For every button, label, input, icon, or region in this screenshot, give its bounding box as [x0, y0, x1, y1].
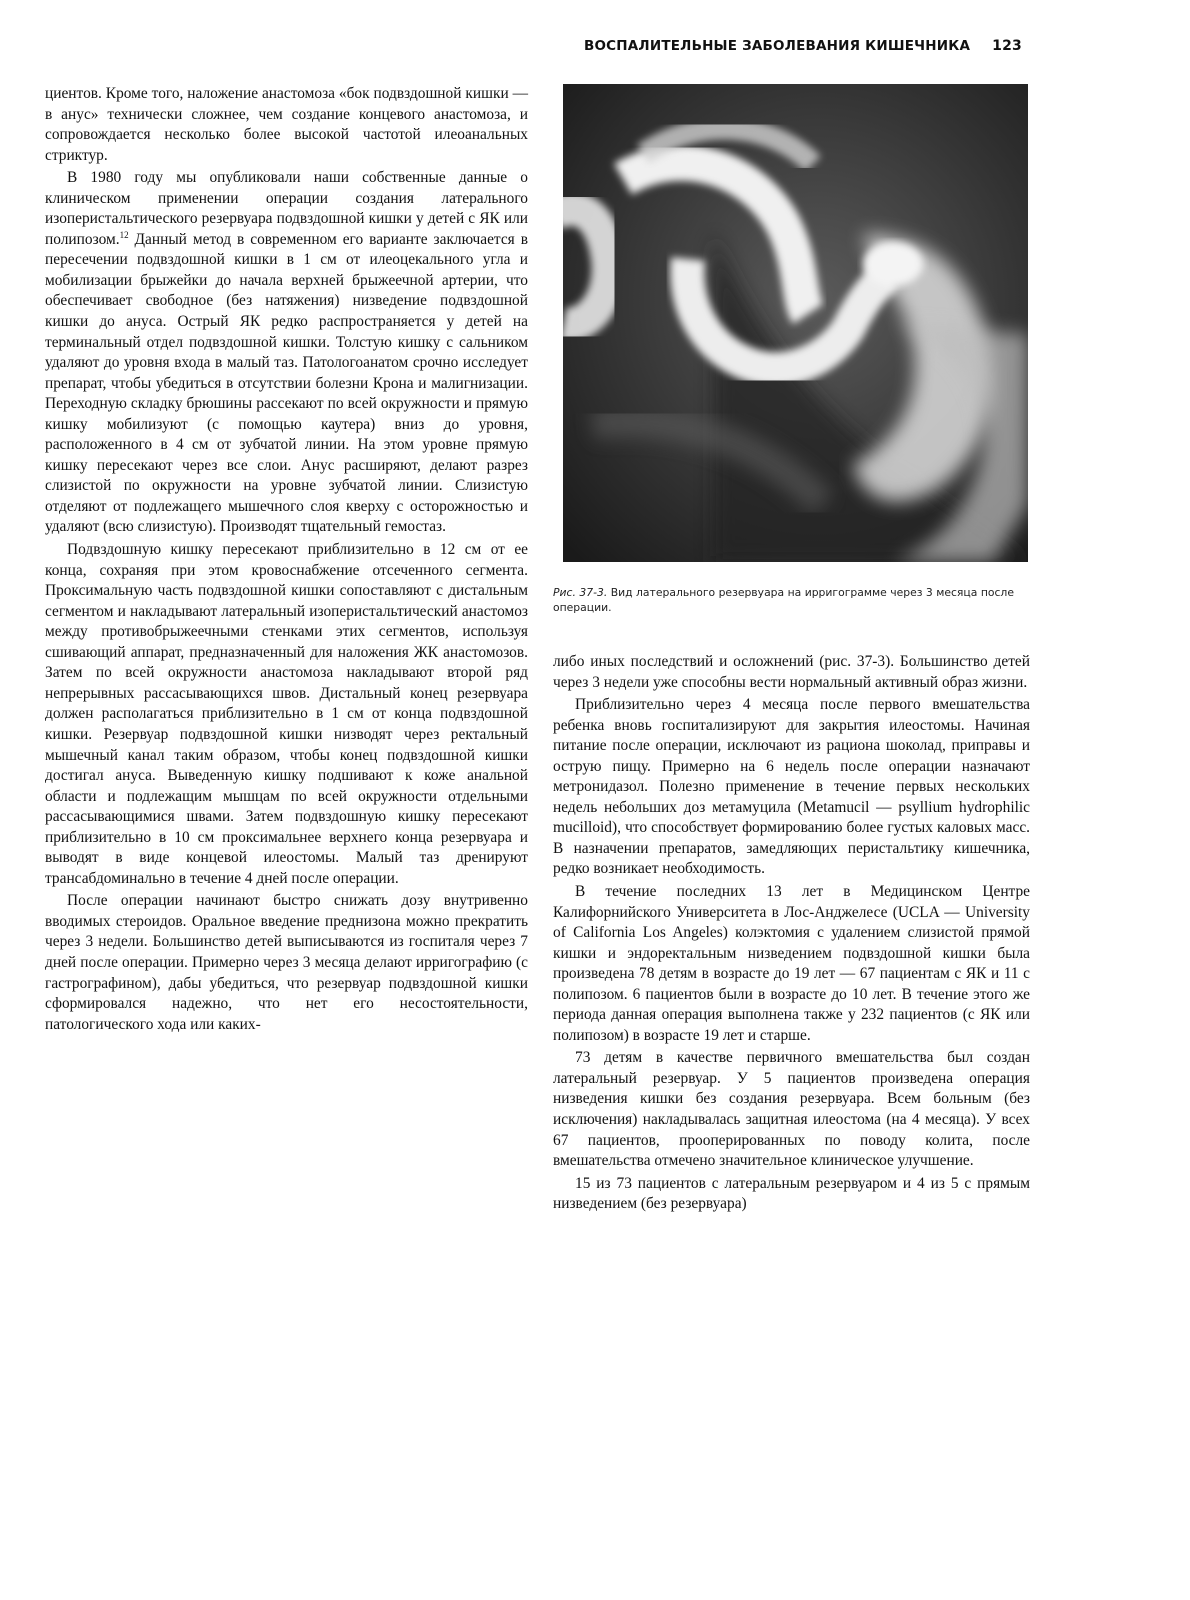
left-column: [45, 84, 528, 1035]
irrigogram-image: [563, 84, 1028, 562]
paragraph: циентов. Кроме того, наложение анастомоза «бок подвздошной кишки — в анус» технически сложнее, чем создание концевого анастомоза, и сопровождается несколько более высокой частотой илеоанальных стриктур.: [45, 85, 528, 164]
paragraph: Приблизительно через 4 месяца после первого вмешательства ребенка вновь госпитализируют для закрытия илеостомы. Начиная питание после операции, исключают из рациона шоколад, приправы и острую пищу. Примерно на 6 недель после операции назначают метронидазол. Полезно применение в течение первых нескольких недель небольших доз метамуцила (Metamucil — psyllium hydrophilic mucilloid), что способствует формированию более густых каловых масс. В назначении препаратов, замедляющих перистальтику кишечника, редко возникает необходимость.: [553, 696, 1030, 878]
paragraph: В течение последних 13 лет в Медицинском Центре Калифорнийского Университета в Лос-Анджелесе (UCLA — University of California Los Angeles) колэктомия с удалением слизистой прямой кишки и эндоректальным низведением подвздошной кишки была произведена 78 детям в возрасте до 19 лет — 67 пациентам с ЯК и 11 с полипозом. 6 пациентов были в возрасте до 10 лет. В течение этого же периода данная операция выполнена также у 232 пациентов (с ЯК или полипозом) в возрасте 19 лет и старше.: [553, 883, 1030, 1044]
paragraph: После операции начинают быстро снижать дозу внутривенно вводимых стероидов. Оральное введение преднизона можно прекратить через 3 недели. Большинство детей выписываются из госпиталя через 7 дней после операции. Примерно через 3 месяца делают ирригографию (с гастрографином), дабы убедиться, что резервуар подвздошной кишки сформировался надежно, что нет его несостоятельности, патологического хода или каких-: [45, 892, 528, 1033]
figure-label: Рис. 37-3.: [553, 586, 608, 599]
reference-superscript: 12: [119, 229, 129, 240]
figure-caption: [553, 585, 1023, 615]
paragraph: либо иных последствий и осложнений (рис. 37-3). Большинство детей через 3 недели уже способны вести нормальный активный образ жизни.: [553, 653, 1030, 691]
running-title: ВОСПАЛИТЕЛЬНЫЕ ЗАБОЛЕВАНИЯ КИШЕЧНИКА: [584, 38, 971, 54]
page-number: 123: [992, 38, 1022, 54]
radiograph-figure: [563, 84, 1028, 562]
paragraph: 15 из 73 пациентов с латеральным резервуаром и 4 из 5 с прямым низведением (без резервуара): [553, 1174, 1030, 1213]
figure-caption-text: Вид латерального резервуара на ирригограмме через 3 месяца после операции.: [553, 586, 1014, 614]
right-column: [553, 652, 1030, 1215]
paragraph: Подвздошную кишку пересекают приблизительно в 12 см от ее конца, сохраняя при этом кровоснабжение отсеченного сегмента. Проксимальную часть подвздошной кишки сопоставляют с дистальным сегментом и накладывают латеральный изоперистальтический анастомоз между противобрыжеечными стенками этих сегментов, используя сшивающий аппарат, предназначенный для наложения ЖК анастомозов. Затем по всей окружности анастомоза накладывают второй ряд непрерывных рассасывающихся швов. Дистальный конец резервуара должен располагаться приблизительно в 1 см от конца подвздошной кишки. Резервуар подвздошной кишки низводят через ректальный мышечный канал таким образом, чтобы конец подвздошной кишки достигал ануса. Выведенную кишку подшивают к коже анальной области и подлежащим мышцам по всей окружности отдельными рассасывающимися швами. Затем подвздошную кишку пересекают приблизительно в 10 см проксимальнее верхнего конца резервуара и выводят в виде концевой илеостомы. Малый таз дренируют трансабдоминально в течение 4 дней после операции.: [45, 541, 528, 887]
running-header: [520, 38, 1022, 64]
paragraph-text: В 1980 году мы опубликовали наши собственные данные о клиническом применении операции создания латерального изоперистальтического резервуара подвздошной кишки у детей с ЯК или полипозом.: [45, 169, 528, 248]
paragraph: [45, 168, 528, 538]
paragraph: 73 детям в качестве первичного вмешательства был создан латеральный резервуар. У 5 пациентов произведена операция низведения кишки без создания резервуара. Всем больным (без исключения) накладывалась защитная илеостома (на 4 месяца). У всех 67 пациентов, прооперированных по поводу колита, после вмешательства отмечено значительное клиническое улучшение.: [553, 1049, 1030, 1170]
paragraph-text: Данный метод в современном его варианте заключается в пересечении подвздошной кишки в 1 см от илеоцекального угла и мобилизации брыжейки до начала верхней брыжеечной артерии, что обеспечивает свободное (без натяжения) низведение подвздошной кишки до ануса. Острый ЯК редко распространяется у детей на терминальный отдел подвздошной кишки. Толстую кишку с сальником удаляют до уровня входа в малый таз. Патологоанатом срочно исследует препарат, чтобы убедиться в отсутствии болезни Крона и малигнизации. Переходную складку брюшины рассекают по всей окружности и прямую кишку мобилизуют (с помощью каутера) вниз до уровня, расположенного в 4 см от зубчатой линии. На этом уровне прямую кишку пересекают через все слои. Анус расширяют, делают разрез слизистой по окружности на уровне зубчатой линии. Слизистую отделяют от подлежащего мышечного слоя кверху с осторожностью и удаляют (всю слизистую). Производят тщательный гемостаз.: [45, 230, 528, 536]
